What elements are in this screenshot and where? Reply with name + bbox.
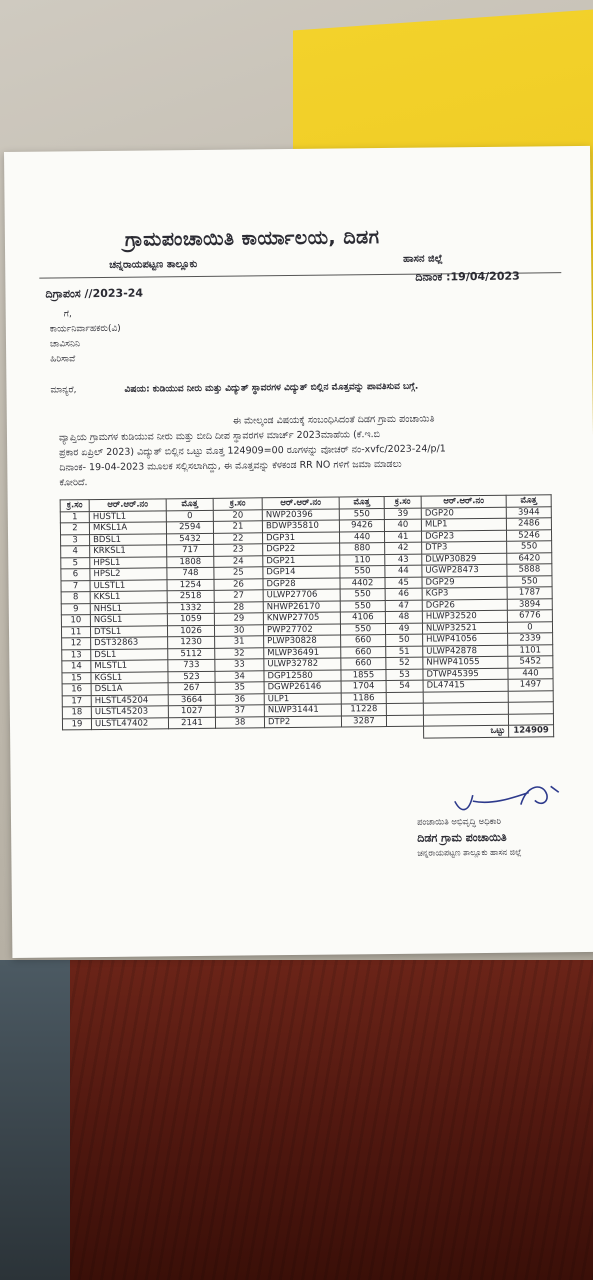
- cell-amount: 2518: [167, 590, 214, 602]
- cell-amount: 1787: [507, 587, 552, 599]
- cell-rr-number: NGSL1: [90, 614, 167, 626]
- letter-paper: [4, 146, 593, 958]
- cell-rr-number: HPSL2: [90, 568, 167, 580]
- cell-rr-number: MKSL1A: [89, 522, 166, 534]
- cell-amount: 550: [339, 508, 384, 520]
- col-header-rr3: ಆರ್.ಆರ್.ನಂ: [421, 495, 506, 507]
- cell-amount: 880: [340, 543, 385, 555]
- cell-serial: 21: [213, 521, 262, 533]
- cell-amount: 440: [508, 667, 553, 679]
- subject-line: ವಿಷಯ: ಕುಡಿಯುವ ನೀರು ಮತ್ತು ವಿದ್ಯುತ್ ಸ್ಥಾವರಗಳ ವಿದ್ಯುತ್ ಬಿಲ್ಲಿನ ಮೊತ್ತವನ್ನು ಪಾವತಿಸುವ ಬಗ್ಗೆ.: [124, 381, 419, 395]
- signatory-location: ಚನ್ನರಾಯಪಟ್ಟಣ ತಾಲ್ಲೂಕು ಹಾಸನ ಜಿಲ್ಲೆ: [417, 847, 522, 858]
- cell-rr-number: DSL1: [91, 648, 168, 660]
- cell-amount: 11228: [341, 704, 386, 716]
- cell-serial: [386, 715, 423, 727]
- col-header-amt3: ಮೊತ್ತ: [506, 495, 551, 507]
- cell-rr-number: DGP12580: [264, 670, 341, 682]
- cell-rr-number: NHSL1: [90, 602, 167, 614]
- cell-rr-number: DL47415: [423, 679, 508, 691]
- cell-amount: 440: [339, 531, 384, 543]
- cell-serial: 44: [385, 565, 422, 577]
- cell-serial: 17: [62, 695, 91, 707]
- cell-amount: 3894: [507, 598, 552, 610]
- cell-serial: 2: [60, 523, 89, 535]
- cell-amount: 6776: [507, 610, 552, 622]
- cell-serial: 34: [215, 670, 264, 682]
- cell-serial: 29: [214, 613, 263, 625]
- cell-rr-number: DGP20: [421, 507, 506, 519]
- cell-amount: 1808: [167, 556, 214, 568]
- cell-rr-number: ULP1: [264, 692, 341, 704]
- cell-serial: 25: [214, 567, 263, 579]
- cell-rr-number: DTWP45395: [423, 668, 508, 680]
- cell-rr-number: DGP29: [422, 576, 507, 588]
- para-line-5: ಕೋರಿದೆ.: [59, 477, 88, 489]
- cell-amount: 748: [167, 567, 214, 579]
- cell-amount: 1497: [508, 679, 553, 691]
- to-line-3: ಚಾವಿಸನಿನಿ: [49, 339, 80, 350]
- reference-number: ದಿಗ್ರಾಪಂಸ //2023-24: [45, 286, 144, 301]
- cell-serial: 10: [61, 615, 90, 627]
- signatory-designation: ಪಂಚಾಯಿತಿ ಅಭಿವೃದ್ಧಿ ಅಧಿಕಾರಿ: [416, 816, 502, 828]
- col-header-sl3: ಕ್ರ.ಸಂ: [384, 496, 421, 508]
- para-line-4: ದಿನಾಂಕ- 19-04-2023 ಮೂಲಕ ಸಲ್ಲಿಸಲಾಗಿದ್ದು, ಈ ಮೊತ್ತವನ್ನು ಕೆಳಕಂಡ RR NO ಗಳಿಗೆ ಜಮಾ ಮಾಡಲು: [59, 458, 402, 474]
- cell-amount: 1026: [167, 625, 214, 637]
- cell-serial: 8: [61, 592, 90, 604]
- cloth-edge: [0, 960, 70, 1280]
- cell-serial: 22: [213, 532, 262, 544]
- cell-amount: 9426: [339, 520, 384, 532]
- cell-serial: 52: [386, 657, 423, 669]
- cell-serial: 11: [61, 626, 90, 638]
- cell-serial: 15: [62, 672, 91, 684]
- cell-amount: 550: [340, 566, 385, 578]
- cell-serial: 53: [386, 669, 423, 681]
- cell-rr-number: UGWP28473: [422, 564, 507, 576]
- col-header-sl2: ಕ್ರ.ಸಂ: [213, 498, 262, 510]
- cell-rr-number: KGP3: [422, 587, 507, 599]
- cell-rr-number: ULSTL45203: [91, 706, 168, 718]
- cell-amount: 660: [341, 658, 386, 670]
- cell-rr-number: [423, 702, 508, 714]
- cell-amount: 550: [507, 541, 552, 553]
- cell-amount: 550: [340, 589, 385, 601]
- cell-rr-number: HLWP41056: [423, 633, 508, 645]
- cell-serial: 33: [215, 659, 264, 671]
- cell-serial: 28: [214, 601, 263, 613]
- col-header-rr1: ಆರ್.ಆರ್.ನಂ: [89, 499, 166, 511]
- district-label: ಹಾಸನ ಜಿಲ್ಲೆ: [403, 253, 443, 265]
- cell-rr-number: [423, 714, 508, 726]
- col-header-rr2: ಆರ್.ಆರ್.ನಂ: [262, 497, 339, 509]
- cell-amount: 5432: [167, 533, 214, 545]
- cell-serial: 45: [385, 577, 422, 589]
- cell-serial: [386, 692, 423, 704]
- cell-rr-number: DGWP26146: [264, 681, 341, 693]
- cell-rr-number: NLWP31441: [264, 704, 341, 716]
- cell-serial: 6: [61, 569, 90, 581]
- cell-rr-number: PLWP30828: [264, 635, 341, 647]
- cell-serial: 51: [386, 646, 423, 658]
- cell-amount: 5452: [508, 656, 553, 668]
- cell-serial: 42: [385, 542, 422, 554]
- cell-rr-number: KKSL1: [90, 591, 167, 603]
- cell-rr-number: ULSTL47402: [91, 717, 168, 729]
- cell-amount: 550: [340, 623, 385, 635]
- cell-amount: 5246: [506, 529, 551, 541]
- cell-serial: 35: [215, 682, 264, 694]
- cell-rr-number: HLSTL45204: [91, 694, 168, 706]
- cell-serial: 41: [384, 531, 421, 543]
- cell-serial: 30: [214, 624, 263, 636]
- signatory-office: ದಿಡಗ ಗ್ರಾಮ ಪಂಚಾಯಿತಿ: [417, 830, 507, 845]
- cell-serial: 13: [62, 649, 91, 661]
- cell-rr-number: NLWP32521: [422, 622, 507, 634]
- cell-amount: 4402: [340, 577, 385, 589]
- cell-rr-number: BDWP35810: [262, 520, 339, 532]
- cell-amount: 267: [168, 682, 215, 694]
- cell-amount: 3287: [341, 715, 386, 727]
- cell-serial: 39: [384, 508, 421, 520]
- cell-rr-number: NHWP41055: [423, 656, 508, 668]
- cell-amount: 660: [341, 635, 386, 647]
- cell-serial: 7: [61, 580, 90, 592]
- cell-serial: 47: [385, 600, 422, 612]
- cell-amount: 523: [168, 671, 215, 683]
- cell-rr-number: DGP31: [262, 532, 339, 544]
- total-value: 124909: [509, 725, 554, 737]
- cell-rr-number: DLWP30829: [422, 553, 507, 565]
- cell-amount: 1254: [167, 579, 214, 591]
- cell-serial: 14: [62, 661, 91, 673]
- cell-amount: 2594: [166, 521, 213, 533]
- cell-serial: 31: [215, 636, 264, 648]
- cell-serial: 20: [213, 509, 262, 521]
- cell-amount: 1101: [508, 644, 553, 656]
- cell-rr-number: HPSL1: [90, 556, 167, 568]
- cell-serial: 50: [386, 634, 423, 646]
- cell-serial: 24: [214, 555, 263, 567]
- cell-rr-number: KRKSL1: [90, 545, 167, 557]
- cell-serial: 1: [60, 511, 89, 523]
- cell-amount: 550: [507, 575, 552, 587]
- cell-rr-number: HUSTL1: [89, 510, 166, 522]
- cell-amount: 717: [167, 544, 214, 556]
- cell-serial: 3: [61, 534, 90, 546]
- cell-serial: 32: [215, 647, 264, 659]
- cell-serial: 5: [61, 557, 90, 569]
- to-line-1: ಗೆ,: [63, 309, 72, 320]
- cell-rr-number: DTP2: [264, 715, 341, 727]
- cell-serial: 26: [214, 578, 263, 590]
- letter-date: ದಿನಾಂಕ :19/04/2023: [415, 269, 520, 284]
- table-body: [60, 506, 553, 730]
- signature-scribble: [451, 778, 571, 819]
- cell-serial: 38: [215, 716, 264, 728]
- cell-rr-number: DGP26: [422, 599, 507, 611]
- cell-serial: 16: [62, 684, 91, 696]
- cell-rr-number: ULWP27706: [263, 589, 340, 601]
- cell-amount: 1704: [341, 681, 386, 693]
- cell-rr-number: DGP23: [421, 530, 506, 542]
- cell-rr-number: NWP20396: [262, 509, 339, 521]
- col-header-amt1: ಮೊತ್ತ: [166, 498, 213, 510]
- cell-serial: 40: [384, 519, 421, 531]
- cell-rr-number: DGP21: [263, 555, 340, 567]
- cell-serial: 37: [215, 705, 264, 717]
- cell-amount: 733: [168, 659, 215, 671]
- cell-amount: 0: [507, 621, 552, 633]
- cell-amount: 0: [166, 510, 213, 522]
- cell-amount: 110: [340, 554, 385, 566]
- cell-rr-number: DGP22: [263, 543, 340, 555]
- cell-amount: 1186: [341, 692, 386, 704]
- cell-rr-number: [423, 691, 508, 703]
- cell-rr-number: MLP1: [421, 518, 506, 530]
- cell-serial: 48: [385, 611, 422, 623]
- cell-amount: 660: [341, 646, 386, 658]
- cell-rr-number: DTSL1: [90, 625, 167, 637]
- cell-serial: 43: [385, 554, 422, 566]
- cell-serial: 23: [214, 544, 263, 556]
- cell-amount: 5888: [507, 564, 552, 576]
- cell-rr-number: NHWP26170: [263, 601, 340, 613]
- cell-rr-number: MLWP36491: [264, 647, 341, 659]
- cell-amount: [508, 713, 553, 725]
- cell-serial: 18: [62, 707, 91, 719]
- cell-amount: 2486: [506, 518, 551, 530]
- cell-amount: 1855: [341, 669, 386, 681]
- col-header-sl1: ಕ್ರ.ಸಂ: [60, 500, 89, 512]
- cell-amount: 4106: [340, 612, 385, 624]
- cell-serial: 36: [215, 693, 264, 705]
- total-label: ಒಟ್ಟು: [424, 725, 509, 737]
- col-header-amt2: ಮೊತ್ತ: [339, 497, 384, 509]
- cell-serial: 49: [385, 623, 422, 635]
- cell-serial: 54: [386, 680, 423, 692]
- wooden-table: [0, 960, 593, 1280]
- cell-amount: 1230: [168, 636, 215, 648]
- cell-rr-number: BDSL1: [90, 533, 167, 545]
- salutation: ಮಾನ್ಯರೆ,: [50, 385, 77, 396]
- cell-serial: 27: [214, 590, 263, 602]
- cell-serial: 46: [385, 588, 422, 600]
- cell-rr-number: DGP14: [263, 566, 340, 578]
- cell-amount: 6420: [507, 552, 552, 564]
- cell-rr-number: DGP28: [263, 578, 340, 590]
- cell-amount: 3664: [168, 694, 215, 706]
- para-line-3: ಪ್ರಕಾರ ಏಪ್ರಿಲ್ 2023) ವಿದ್ಯುತ್ ಬಿಲ್ಲಿನ ಒಟ್ಟು ಮೊತ್ತ 124909=00 ರೂಗಳನ್ನು ವೋಚರ್ ನಂ-xvfc/2023-24/p/1: [59, 443, 446, 459]
- cell-amount: 550: [340, 600, 385, 612]
- cell-amount: 1332: [167, 602, 214, 614]
- cell-amount: [508, 702, 553, 714]
- office-title: ಗ್ರಾಮಪಂಚಾಯಿತಿ ಕಾರ್ಯಾಲಯ, ದಿಡಗ: [124, 226, 380, 251]
- taluk-label: ಚನ್ನರಾಯಪಟ್ಟಣ ತಾಲ್ಲೂಕು: [109, 258, 198, 271]
- to-line-4: ಹಿರಿಸಾವೆ: [50, 354, 76, 365]
- cell-rr-number: HLWP32520: [422, 610, 507, 622]
- to-line-2: ಕಾರ್ಯನಿರ್ವಾಹಕರು(ವಿ): [49, 323, 121, 335]
- cell-rr-number: DTP3: [422, 541, 507, 553]
- cell-amount: 2339: [508, 633, 553, 645]
- cell-rr-number: DSL1A: [91, 683, 168, 695]
- cell-serial: 19: [62, 718, 91, 730]
- cell-rr-number: MLSTL1: [91, 660, 168, 672]
- cell-rr-number: KGSL1: [91, 671, 168, 683]
- cell-serial: 12: [62, 638, 91, 650]
- cell-amount: 1027: [168, 705, 215, 717]
- cell-serial: 9: [61, 603, 90, 615]
- para-line-1: ಈ ಮೇಲ್ಕಂಡ ವಿಷಯಕ್ಕೆ ಸಂಬಂಧಿಸಿದಂತೆ ದಿಡಗ ಗ್ರಾಮ ಪಂಚಾಯಿತಿ: [232, 413, 435, 427]
- cell-amount: 3944: [506, 506, 551, 518]
- rr-amount-table: [60, 494, 555, 742]
- para-line-2: ವ್ಯಾಪ್ತಿಯ ಗ್ರಾಮಗಳ ಕುಡಿಯುವ ನೀರು ಮತ್ತು ಬೀದಿ ದೀಪ ಸ್ಥಾವರಗಳ ಮಾರ್ಚ್ 2023ಮಾಹೆಯ (ಕೆ.ಇ.ಬಿ: [58, 429, 381, 444]
- cell-amount: 5112: [168, 648, 215, 660]
- cell-serial: 4: [61, 546, 90, 558]
- cell-rr-number: DST32863: [91, 637, 168, 649]
- cell-rr-number: KNWP27705: [263, 612, 340, 624]
- cell-rr-number: ULWP32782: [264, 658, 341, 670]
- cell-rr-number: ULWP42878: [423, 645, 508, 657]
- cell-amount: [508, 690, 553, 702]
- cell-amount: 2141: [168, 717, 215, 729]
- cell-rr-number: ULSTL1: [90, 579, 167, 591]
- cell-serial: [386, 703, 423, 715]
- cell-rr-number: PWP27702: [263, 624, 340, 636]
- cell-amount: 1059: [167, 613, 214, 625]
